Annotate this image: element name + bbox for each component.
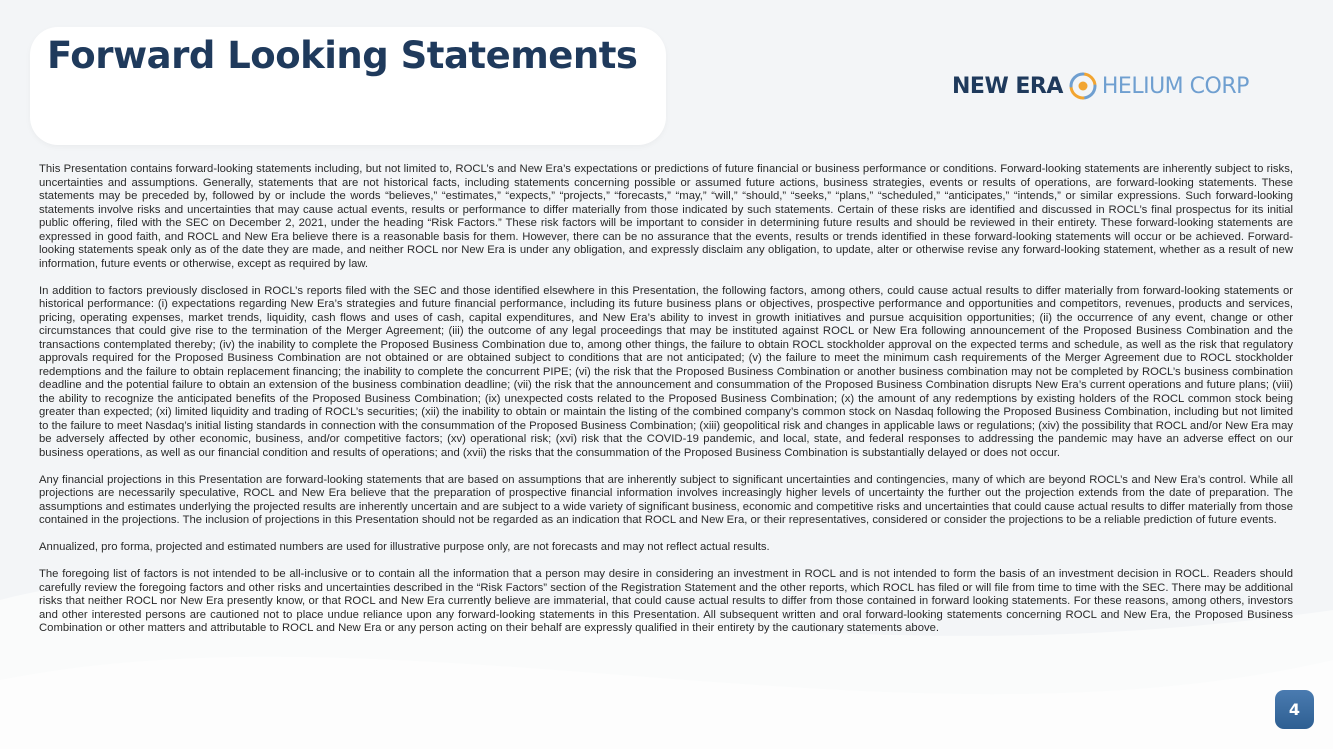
logo-word-helium-corp: HELIUM CORP (1101, 73, 1249, 99)
page-title: Forward Looking Statements (47, 34, 638, 77)
paragraph-not-all-inclusive: The foregoing list of factors is not intended to be all-inclusive or to contain all the information that a person may desire in considering an investment in ROCL and is not intended to form the basis of an investment decision in ROCL. Readers should carefully review the foregoing factors and other risks and uncertainties described in the “Risk Factors” section of the Registration Statement and the other reports, which ROCL has filed or will file from time to time with the SEC. There may be additional risks that neither ROCL nor New Era presently know, or that ROCL and New Era currently believe are immaterial, that could cause actual results to differ from those contained in forward looking statements. For these reasons, among others, investors and other interested persons are cautioned not to place undue reliance upon any forward-looking statements in this Presentation. All subsequent written and oral forward-looking statements concerning ROCL and New Era, the Proposed Business Combination or other matters and attributable to ROCL and New Era or any person acting on their behalf are expressly qualified in their entirety by the cautionary statements above. (39, 568, 1293, 634)
paragraph-forward-looking-intro: This Presentation contains forward-looking statements including, but not limited to, ROCL’s and New Era’s expectations or predictions of future financial or business performance or conditions. Forward-looking statements are inherently subject to risks, uncertainties and assumptions. Generally, statements that are not historical facts, including statements concerning possible or assumed future actions, business strategies, events or results of operations, are forward-looking statements. These statements may be preceded by, followed by or include the words “believes,” “estimates,” “expects,” “projects,” “forecasts,” “may,” “will,” “should,” “seeks,” “plans,” “scheduled,” “anticipates,” “intends,” or similar expressions. Such forward-looking statements involve risks and uncertainties that may cause actual events, results or performance to differ materially from those indicated by such statements. Certain of these risks are identified and discussed in ROCL’s final prospectus for its initial public offering, filed with the SEC on December 2, 2021, under the heading “Risk Factors.” These risk factors will be important to consider in determining future results and should be reviewed in their entirety. These forward-looking statements are expressed in good faith, and ROCL and New Era believe there is a reasonable basis for them. However, there can be no assurance that the events, results or trends identified in these forward-looking statements will occur or be achieved. Forward-looking statements speak only as of the date they are made, and neither ROCL nor New Era is under any obligation, and expressly disclaim any obligation, to update, alter or otherwise revise any forward-looking statement, whether as a result of new information, future events or otherwise, except as required by law. (39, 163, 1293, 270)
paragraph-risk-factors: In addition to factors previously disclosed in ROCL’s reports filed with the SEC and those identified elsewhere in this Presentation, the following factors, among others, could cause actual results to differ materially from forward-looking statements or historical performance: (i) expectations regarding New Era’s strategies and future financial performance, including its future business plans or objectives, prospective performance and opportunities and competitors, revenues, products and services, pricing, operating expenses, market trends, liquidity, cash flows and uses of cash, capital expenditures, and New Era’s ability to invest in growth initiatives and pursue acquisition opportunities; (ii) the occurrence of any event, change or other circumstances that could give rise to the termination of the Merger Agreement; (iii) the outcome of any legal proceedings that may be instituted against ROCL or New Era following announcement of the Proposed Business Combination and the transactions contemplated thereby; (iv) the inability to complete the Proposed Business Combination due to, among other things, the failure to obtain ROCL stockholder approval on the expected terms and schedule, as well as the risk that regulatory approvals required for the Proposed Business Combination are not obtained or are obtained subject to conditions that are not anticipated; (v) the failure to meet the minimum cash requirements of the Merger Agreement due to ROCL stockholder redemptions and the failure to obtain replacement financing; the inability to complete the concurrent PIPE; (vi) the risk that the Proposed Business Combination or another business combination may not be completed by ROCL’s business combination deadline and the potential failure to obtain an extension of the business combination deadline; (vii) the risk that the announcement and consummation of the Proposed Business Combination disrupts New Era’s current operations and future plans; (viii) the ability to recognize the anticipated benefits of the Proposed Business Combination; (ix) unexpected costs related to the Proposed Business Combination; (x) the amount of any redemptions by existing holders of the ROCL common stock being greater than expected; (xi) limited liquidity and trading of ROCL’s securities; (xii) the inability to obtain or maintain the listing of the combined company’s common stock on Nasdaq following the Proposed Business Combination, including but not limited to the failure to meet Nasdaq’s initial listing standards in connection with the consummation of the Proposed Business Combination; (xiii) geopolitical risk and changes in applicable laws or regulations; (xiv) the possibility that ROCL and/or New Era may be adversely affected by other economic, business, and/or competitive factors; (xv) operational risk; (xvi) risk that the COVID-19 pandemic, and local, state, and federal responses to addressing the pandemic may have an adverse effect on our business operations, as well as our financial condition and results of operations; and (xvii) the risks that the consummation of the Proposed Business Combination is substantially delayed or does not occur. (39, 284, 1293, 459)
logo-word-new-era: NEW ERA (952, 73, 1063, 99)
page-number-badge: 4 (1275, 690, 1314, 729)
helium-swirl-icon (1068, 71, 1098, 101)
paragraph-illustrative-numbers: Annualized, pro forma, projected and estimated numbers are used for illustrative purpose only, are not forecasts and may not reflect actual results. (39, 541, 770, 553)
disclaimer-body (39, 163, 1293, 649)
company-logo (952, 68, 1249, 104)
paragraph-financial-projections: Any financial projections in this Presentation are forward-looking statements that are based on assumptions that are inherently subject to significant uncertainties and contingencies, many of which are beyond ROCL’s and New Era’s control. While all projections are necessarily speculative, ROCL and New Era believe that the preparation of prospective financial information involves increasingly higher levels of uncertainty the further out the projection extends from the date of preparation. The assumptions and estimates underlying the projected results are inherently uncertain and are subject to a wide variety of significant business, economic and competitive risks and uncertainties that could cause actual results to differ materially from those contained in the projections. The inclusion of projections in this Presentation should not be regarded as an indication that ROCL and New Era, or their representatives, considered or consider the projections to be a reliable prediction of future events. (39, 473, 1293, 526)
